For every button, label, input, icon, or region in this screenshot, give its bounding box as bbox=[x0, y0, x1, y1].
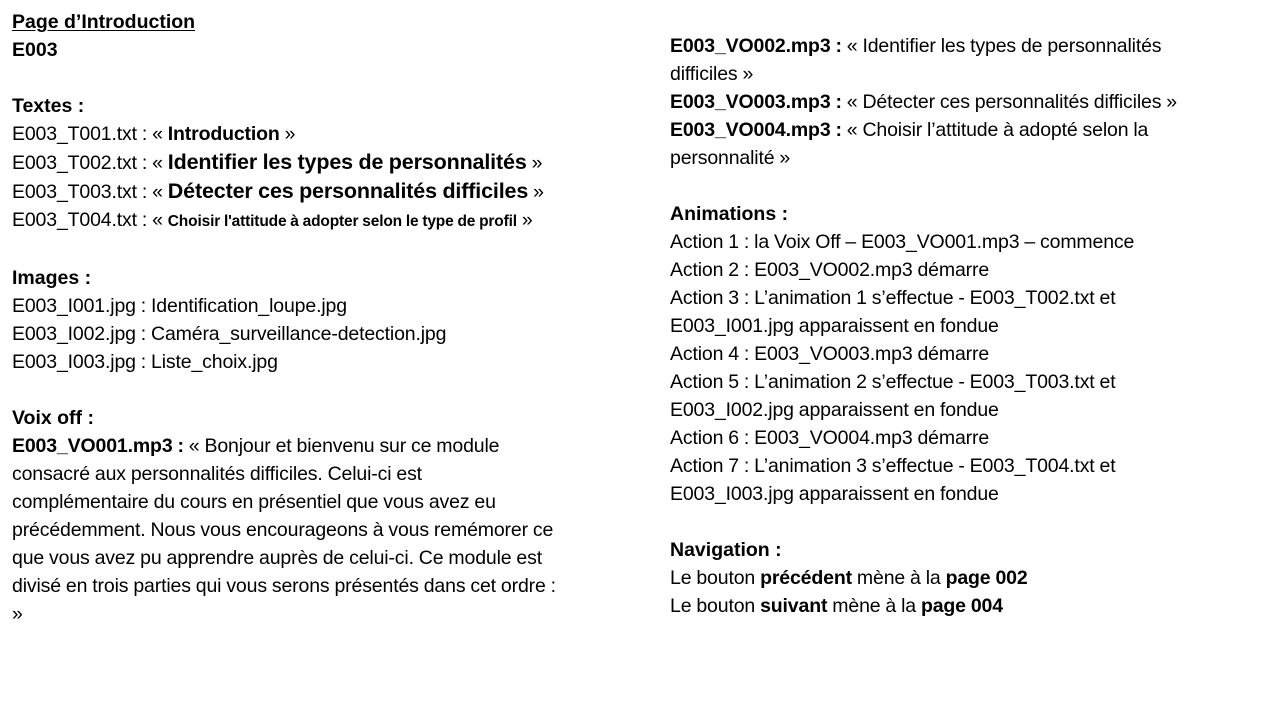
animation-action-3: Action 3 : L’animation 1 s’effectue - E003_T002.txt et E003_I001.jpg apparaissent en fondue bbox=[670, 287, 1116, 337]
voix-off-item-vo003 bbox=[670, 88, 1206, 116]
voix-off-text-vo001: « Bonjour et bienvenu sur ce module consacré aux personnalités difficiles. Celui-ci est complémentaire du cours en présentiel que vous avez eu précédemment. Nous vous encourageons à vous remémorer ce que vous avez pu apprendre auprès de celui-ci. Ce module est divisé en trois parties qui vous serons présentés dans cet ordre : » bbox=[12, 435, 556, 625]
navigation-previous-middle: mène à la bbox=[851, 567, 946, 589]
close-quote-t001: » bbox=[279, 123, 296, 145]
voix-off-id-vo002: E003_VO002.mp3 : bbox=[670, 35, 847, 57]
navigation-next bbox=[670, 592, 1270, 620]
animation-action-2: Action 2 : E003_VO002.mp3 démarre bbox=[670, 259, 990, 281]
navigation-next-middle: mène à la bbox=[827, 595, 921, 617]
navigation-next-lead: Le bouton bbox=[670, 595, 761, 617]
next-button-label[interactable]: suivant bbox=[760, 595, 828, 617]
section-heading-images: Images : bbox=[12, 267, 92, 289]
page-code: E003 bbox=[12, 39, 58, 61]
animation-action-1: Action 1 : la Voix Off – E003_VO001.mp3 – commence bbox=[670, 231, 1135, 253]
animation-action-5: Action 5 : L’animation 2 s’effectue - E003_T003.txt et E003_I002.jpg apparaissent en fondue bbox=[670, 371, 1116, 421]
image-item-i001: E003_I001.jpg : Identification_loupe.jpg bbox=[12, 295, 347, 317]
texte-value-t001: Introduction bbox=[167, 123, 280, 145]
previous-button-label[interactable]: précédent bbox=[760, 567, 852, 589]
voix-off-item-vo004 bbox=[670, 116, 1206, 172]
voix-off-text-vo004: « Choisir l’attitude à adopté selon la personnalité » bbox=[670, 119, 1149, 169]
texte-id-t002: E003_T002.txt : bbox=[12, 152, 153, 174]
open-quote-t001: « bbox=[152, 123, 168, 145]
image-item-i003: E003_I003.jpg : Liste_choix.jpg bbox=[12, 351, 278, 373]
image-item-i002: E003_I002.jpg : Caméra_surveillance-detection.jpg bbox=[12, 323, 447, 345]
voix-off-item-vo001 bbox=[12, 432, 557, 628]
voix-off-id-vo001: E003_VO001.mp3 : bbox=[12, 435, 189, 457]
voix-off-text-vo003: « Détecter ces personnalités difficiles » bbox=[846, 91, 1177, 113]
animation-action-6: Action 6 : E003_VO004.mp3 démarre bbox=[670, 427, 990, 449]
texte-value-t003: Détecter ces personnalités difficiles bbox=[167, 179, 529, 203]
voix-off-item-vo002 bbox=[670, 32, 1206, 88]
animation-action-4: Action 4 : E003_VO003.mp3 démarre bbox=[670, 343, 990, 365]
open-quote-t002: « bbox=[152, 152, 168, 174]
spacer bbox=[670, 172, 1270, 200]
texte-id-t003: E003_T003.txt : bbox=[12, 181, 153, 203]
spacer bbox=[12, 64, 632, 92]
texte-id-t004: E003_T004.txt : bbox=[12, 209, 153, 231]
right-column bbox=[640, 0, 1280, 620]
texte-value-t004: Choisir l'attitude à adopter selon le type de profil bbox=[167, 213, 517, 230]
navigation-previous-target[interactable]: page 002 bbox=[945, 567, 1028, 589]
texte-value-t002: Identifier les types de personnalités bbox=[167, 150, 527, 174]
navigation-next-target[interactable]: page 004 bbox=[920, 595, 1003, 617]
section-heading-animations: Animations : bbox=[670, 203, 789, 225]
open-quote-t003: « bbox=[152, 181, 168, 203]
navigation-previous-lead: Le bouton bbox=[670, 567, 761, 589]
texte-item-t003 bbox=[12, 177, 557, 206]
texte-item-t004 bbox=[12, 206, 557, 236]
voix-off-id-vo003: E003_VO003.mp3 : bbox=[670, 91, 847, 113]
texte-item-t001 bbox=[12, 120, 557, 148]
animation-action-7: Action 7 : L’animation 3 s’effectue - E003_T004.txt et E003_I003.jpg apparaissent en fondue bbox=[670, 455, 1116, 505]
close-quote-t003: » bbox=[528, 181, 544, 203]
texte-id-t001: E003_T001.txt : bbox=[12, 123, 153, 145]
open-quote-t004: « bbox=[152, 209, 168, 231]
navigation-previous bbox=[670, 564, 1270, 592]
section-heading-voix-off: Voix off : bbox=[12, 407, 94, 429]
close-quote-t004: » bbox=[516, 209, 533, 231]
close-quote-t002: » bbox=[526, 152, 543, 174]
voix-off-id-vo004: E003_VO004.mp3 : bbox=[670, 119, 847, 141]
page-title: Page d’Introduction bbox=[12, 11, 196, 33]
voix-off-text-vo002: « Identifier les types de personnalités difficiles » bbox=[670, 35, 1162, 85]
spacer bbox=[670, 508, 1270, 536]
section-heading-textes: Textes : bbox=[12, 95, 85, 117]
texte-item-t002 bbox=[12, 148, 557, 177]
spacer bbox=[12, 376, 632, 404]
spacer bbox=[12, 236, 632, 264]
left-column bbox=[0, 0, 640, 628]
section-heading-navigation: Navigation : bbox=[670, 539, 782, 561]
